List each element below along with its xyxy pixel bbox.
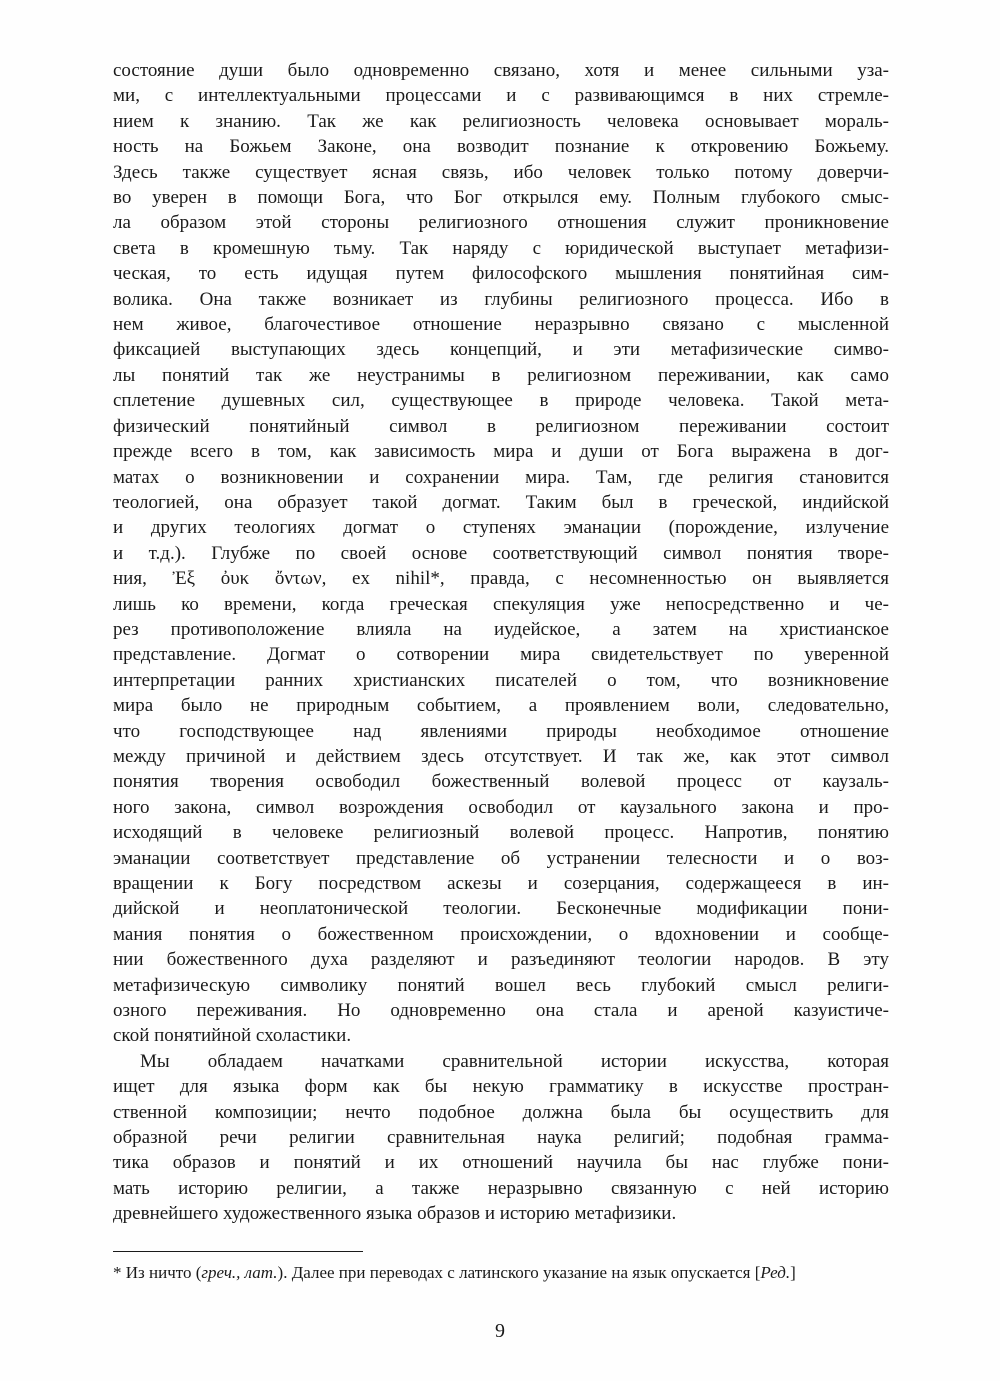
page-number: 9 [495, 1320, 505, 1342]
text-line: метафизическую символику понятий вошел весь глубокий смысл религи- [113, 974, 889, 996]
text-line: прежде всего в том, как зависимость мира и души от Бога выражена в дог- [113, 441, 889, 463]
text-line: образной речи религии сравнительная наука религий; подобная грамма- [113, 1127, 889, 1149]
text-line: и других теологиях догмат о ступенях эманации (порождение, излучение [113, 517, 889, 539]
footnote-text: ). Далее при переводах с латинского указание на язык опускается [ [277, 1263, 761, 1282]
text-line: исходящий в человеке религиозный волевой процесс. Напротив, понятию [113, 822, 889, 844]
text-line: между причиной и действием здесь отсутствует. И так же, как этот символ [113, 745, 889, 767]
text-line: матах о возникновении и сохранении мира. Там, где религия становится [113, 466, 889, 488]
text-line: лы понятий так же неустранимы в религиозном переживании, как само [113, 364, 889, 386]
text-line: лишь ко времени, когда греческая спекуляция уже непосредственно и че- [113, 593, 889, 615]
text-line: что господствующее над явлениями природы необходимое отношение [113, 720, 889, 742]
text-line: ность на Божьем Законе, она возводит познание к откровению Божьему. [113, 136, 889, 158]
text-line: ния, Ἐξ ὀυκ ὄντων, ex nihil*, правда, с несомненностью он выявляется [113, 568, 889, 590]
text-line: эманации соответствует представление об устранении телесности и о воз- [113, 847, 889, 869]
text-line: рез противоположение влияла на иудейское, а затем на христианское [113, 618, 889, 640]
text-line: фиксацией выступающих здесь концепций, и эти метафизические симво- [113, 339, 889, 361]
text-line: тика образов и понятий и их отношений научила бы нас глубже пони- [113, 1152, 889, 1174]
text-line: представление. Догмат о сотворении мира свидетельствует по уверенной [113, 644, 889, 666]
text-line: света в кромешную тьму. Так наряду с юридической выступает метафизи- [113, 237, 889, 259]
text-line: и т.д.). Глубже по своей основе соответствующий символ понятия творе- [113, 542, 889, 564]
footnote-text: ] [790, 1263, 796, 1282]
text-line: ской понятийной схоластики. [113, 1025, 352, 1047]
text-line: древнейшего художественного языка образов и историю метафизики. [113, 1203, 677, 1225]
text-line: сплетение душевных сил, существующее в природе человека. Такой мета- [113, 390, 889, 412]
text-line: ного закона, символ возрождения освободил от каузального закона и про- [113, 796, 889, 818]
text-line: ищет для языка форм как бы некую грамматику в искусстве простран- [113, 1076, 889, 1098]
text-line: во уверен в помощи Бога, что Бог открылся ему. Полным глубокого смыс- [113, 187, 889, 209]
text-line: ла образом этой стороны религиозного отношения служит проникновение [113, 212, 889, 234]
text-line: мания понятия о божественном происхождении, о вдохновении и сообще- [113, 923, 889, 945]
text-line: озного переживания. Но одновременно она стала и ареной казуистиче- [113, 1000, 889, 1022]
text-line: ми, с интеллектуальными процессами и с развивающимся в них стремле- [113, 85, 889, 107]
text-line: интерпретации ранних христианских писателей о том, что возникновение [113, 669, 889, 691]
text-line: физический понятийный символ в религиозном переживании состоит [113, 415, 889, 437]
text-line: теологией, она образует такой догмат. Таким был в греческой, индийской [113, 491, 889, 513]
text-line: вращении к Богу посредством аскезы и созерцания, содержащееся в ин- [113, 873, 889, 894]
paragraph [113, 58, 889, 1049]
footnote-text-italic: греч., лат. [201, 1263, 278, 1282]
text-line: понятия творения освободил божественный волевой процесс от каузаль- [113, 771, 889, 793]
text-line: ственной композиции; нечто подобное должна была бы осуществить для [113, 1101, 889, 1123]
text-line: состояние души было одновременно связано, хотя и менее сильными уза- [113, 60, 889, 81]
text-line: дийской и неоплатонической теологии. Бесконечные модификации пони- [113, 898, 889, 920]
footnote [113, 1261, 889, 1285]
text-line: мира было не природным событием, а проявлением воли, следовательно, [113, 695, 889, 717]
text-line: ческая, то есть идущая путем философского мышления понятийная сим- [113, 263, 889, 285]
text-line: нем живое, благочестивое отношение неразрывно связано с мысленной [113, 314, 889, 336]
text-line: нием к знанию. Так же как религиозность человека основывает мораль- [113, 110, 889, 132]
footnote-separator [113, 1251, 363, 1252]
body-text [113, 58, 889, 1227]
footnote-text: * Из ничто ( [113, 1263, 202, 1282]
text-line: мать историю религии, а также неразрывно связанную с ней историю [113, 1177, 889, 1199]
text-line: Мы обладаем начатками сравнительной истории искусства, которая [140, 1050, 889, 1072]
paragraph [113, 1049, 889, 1227]
text-line: волика. Она также возникает из глубины религиозного процесса. Ибо в [113, 288, 889, 310]
text-line: Здесь также существует ясная связь, ибо человек только потому доверчи- [113, 161, 889, 183]
text-line: нии божественного духа разделяют и разъединяют теологии народов. В эту [113, 949, 889, 971]
footnote-text-italic: Ред. [760, 1263, 791, 1282]
